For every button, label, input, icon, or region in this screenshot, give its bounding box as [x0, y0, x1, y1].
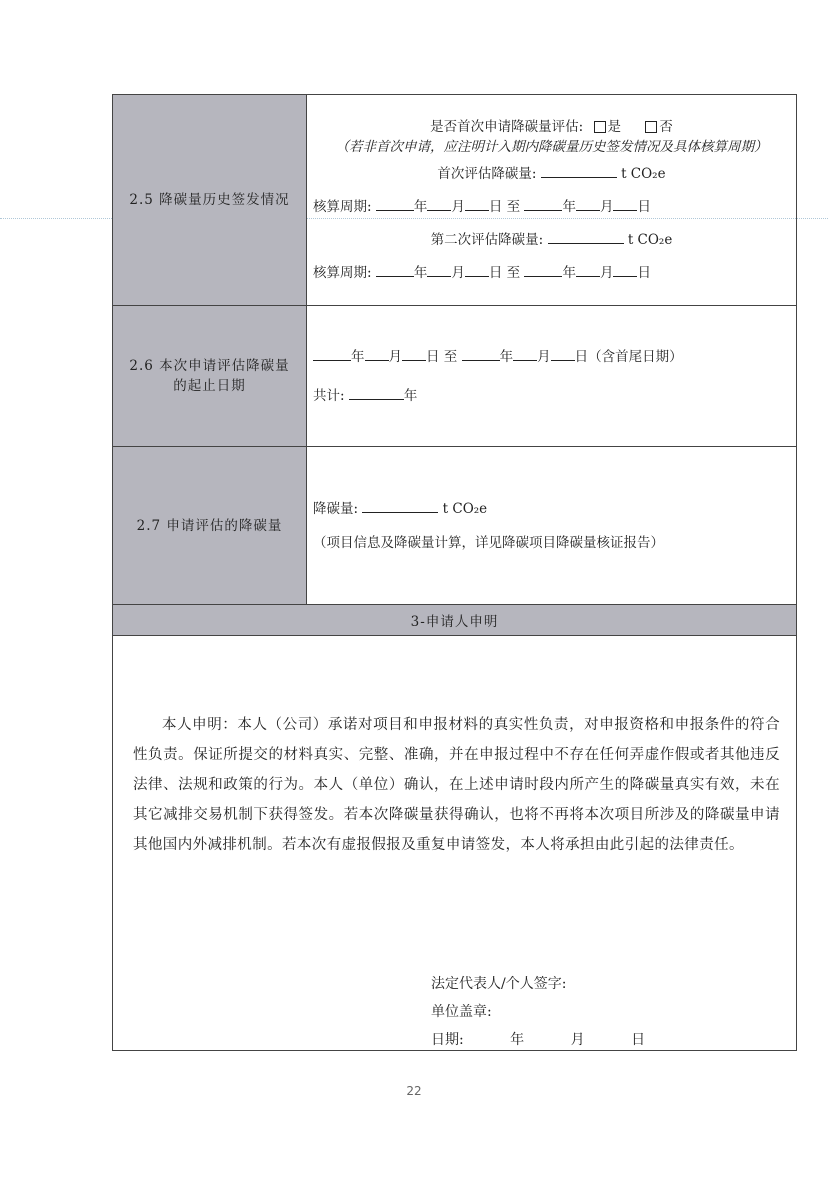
second-start-day: 日 [488, 265, 503, 281]
second-end-month: 月 [599, 265, 614, 281]
total-label: 共计: [313, 388, 345, 404]
date-month: 月 [570, 1032, 585, 1048]
signature-line [431, 974, 566, 994]
page-number: 22 [406, 1084, 422, 1098]
total-years-blank[interactable] [349, 385, 404, 400]
first-eval-label: 首次评估降碳量: [437, 166, 537, 182]
first-end-month-blank[interactable] [576, 196, 600, 211]
second-start-year: 年 [413, 265, 428, 281]
row-requested-amount [113, 447, 797, 605]
first-end-day: 日 [637, 199, 651, 215]
row-history-issuance [113, 95, 797, 306]
date-day: 日 [631, 1032, 646, 1048]
amount-label: 降碳量: [313, 501, 359, 517]
seal-line [431, 1002, 492, 1022]
second-period-label: 核算周期: [313, 265, 372, 281]
end-month-blank[interactable] [513, 346, 537, 361]
second-eval-label: 第二次评估降碳量: [430, 232, 544, 248]
date-year: 年 [510, 1032, 525, 1048]
second-start-day-blank[interactable] [465, 262, 489, 277]
yes-label: 是 [607, 119, 622, 135]
second-eval-line [313, 229, 790, 250]
second-end-year: 年 [562, 265, 576, 281]
second-end-year-blank[interactable] [524, 262, 562, 277]
start-year-blank[interactable] [313, 346, 351, 361]
date-line [431, 1030, 645, 1050]
first-start-day: 日 [488, 199, 503, 215]
seal-label: 单位盖章: [431, 1004, 492, 1020]
no-checkbox[interactable] [645, 121, 657, 133]
second-start-month-blank[interactable] [427, 262, 451, 277]
end-year: 年 [499, 349, 514, 365]
first-apply-question-line [313, 117, 790, 137]
range-to: 至 [443, 349, 458, 365]
start-day: 日 [426, 349, 440, 365]
row-date-range [113, 306, 797, 447]
amount-unit: t CO₂e [442, 501, 488, 517]
first-apply-question: 是否首次申请降碳量评估: [430, 119, 584, 135]
history-issuance-label: 2.5 降碳量历史签发情况 [113, 95, 307, 306]
end-month: 月 [537, 349, 551, 365]
first-end-year: 年 [562, 199, 576, 215]
start-month: 月 [388, 349, 402, 365]
first-start-year-blank[interactable] [376, 196, 414, 211]
start-day-blank[interactable] [402, 346, 426, 361]
date-label: 日期: [431, 1032, 464, 1048]
second-start-month: 月 [451, 265, 465, 281]
amount-line [313, 498, 790, 519]
date-range-label: 2.6 本次申请评估降碳量的起止日期 [113, 306, 307, 447]
date-range-content [307, 306, 797, 447]
first-eval-blank[interactable] [541, 163, 617, 178]
first-end-month: 月 [599, 199, 614, 215]
date-range-line [313, 346, 790, 367]
first-eval-line [313, 163, 790, 184]
first-period-label: 核算周期: [313, 199, 372, 215]
amount-note: （项目信息及降碳量计算，详见降碳项目降碳量核证报告） [313, 535, 664, 551]
amount-blank[interactable] [362, 498, 438, 513]
start-year: 年 [351, 349, 365, 365]
first-end-day-blank[interactable] [613, 196, 637, 211]
no-label: 否 [659, 119, 673, 135]
first-to: 至 [506, 199, 521, 215]
second-period-line [313, 262, 790, 283]
start-month-blank[interactable] [365, 346, 389, 361]
requested-amount-content [307, 447, 797, 605]
second-eval-blank[interactable] [548, 229, 624, 244]
first-end-year-blank[interactable] [524, 196, 562, 211]
application-form-table [112, 94, 797, 1051]
first-start-year: 年 [413, 199, 428, 215]
end-day-blank[interactable] [551, 346, 575, 361]
declaration-header: 3-申请人申明 [113, 605, 797, 636]
declaration-text: 本人申明：本人（公司）承诺对项目和申报材料的真实性负责，对申报资格和申报条件的符合性负责。保证所提交的材料真实、完整、准确，并在申报过程中不存在任何弄虚作假或者其他违反法律、法规和政策的行为。本人（单位）确认，在上述申请时段内所产生的降碳量真实有效，未在其它减排交易机制下获得签发。若本次降碳量获得确认，也将不再将本次项目所涉及的降碳量申请其他国内外减排机制。若本次有虚报假报及重复申请签发，本人将承担由此引起的法律责任。 [133, 717, 780, 853]
non-first-note: （若非首次申请，应注明计入期内降碳量历史签发情况及具体核算周期） [335, 139, 768, 155]
first-start-month-blank[interactable] [427, 196, 451, 211]
second-end-day: 日 [637, 265, 651, 281]
first-eval-unit: t CO₂e [621, 166, 666, 182]
history-issuance-content [307, 95, 797, 306]
signature-label: 法定代表人/个人签字: [431, 976, 567, 992]
first-start-day-blank[interactable] [465, 196, 489, 211]
requested-amount-label: 2.7 申请评估的降碳量 [113, 447, 307, 605]
row-declaration-header [113, 605, 797, 636]
second-eval-unit: t CO₂e [627, 232, 673, 248]
total-year-unit: 年 [403, 388, 418, 404]
first-period-line [313, 196, 790, 217]
total-line [313, 385, 790, 406]
second-end-day-blank[interactable] [613, 262, 637, 277]
first-start-month: 月 [451, 199, 465, 215]
end-year-blank[interactable] [462, 346, 500, 361]
second-start-year-blank[interactable] [376, 262, 414, 277]
inclusive-note: （含首尾日期） [588, 349, 683, 365]
second-end-month-blank[interactable] [576, 262, 600, 277]
yes-checkbox[interactable] [594, 121, 606, 133]
second-to: 至 [506, 265, 521, 281]
end-day: 日 [574, 349, 589, 365]
